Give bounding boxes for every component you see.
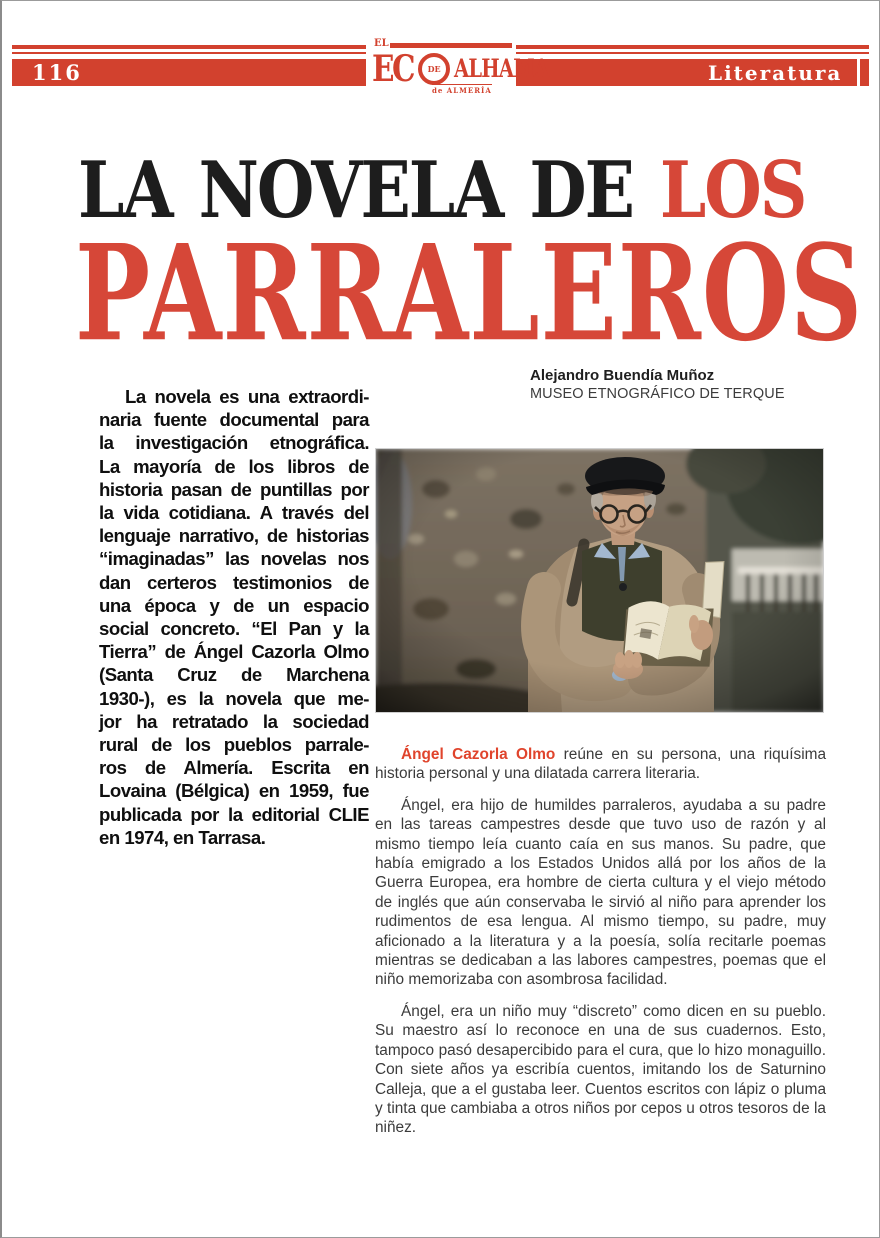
byline-affiliation: MUSEO ETNOGRÁFICO DE TERQUE	[530, 386, 785, 402]
lede-line: una época y de un espacio	[99, 594, 369, 616]
masthead-logo	[366, 36, 549, 110]
lede-line: Lovaina (Bélgica) en 1959, fue	[99, 780, 369, 802]
masthead-eco: EC	[372, 48, 414, 90]
byline	[530, 367, 785, 402]
photo-illustration	[376, 449, 823, 712]
lede-line: publicada por la editorial CLIE	[99, 803, 369, 825]
page-number: 116	[32, 60, 82, 85]
lede-line: “imaginadas” las novelas nos	[99, 548, 369, 570]
lede-line: naria fuente documental para	[99, 409, 369, 431]
headline-line1-red: LOS	[659, 143, 806, 236]
lede-line: lenguaje narrativo, de historias	[99, 525, 369, 547]
lede-line: en 1974, en Tarrasa.	[99, 826, 266, 848]
paragraph-1	[375, 745, 826, 784]
lede-line: rural de los pueblos parrale-	[99, 734, 369, 756]
lede-line: Tierra” de Ángel Cazorla Olmo	[99, 641, 369, 663]
paragraph-2: Ángel, era hijo de humildes parraleros, ayudaba a su padre en las tareas campestres desde que tuvo uso de razón y al mismo tiempo leía cuanto caía en sus manos. Su padre, que había emigrado a los Estados Unidos allá por los años de la Guerra Europea, era hombre de cierta cultura y el viejo método de inglés que aún conservaba le sirvió al niño para aprender los rudimentos de esa lengua. Al mismo tiempo, su padre, muy aficionado a la literatura y a la poesía, solía recitarle poemas mientras se dedicaban a las labores campestres, poemas que el niño memorizaba con asombrosa facilidad.	[375, 796, 826, 989]
masthead-subtitle: de ALMERÍA	[432, 86, 492, 95]
lede-line: (Santa Cruz de Marchena	[99, 664, 369, 686]
paragraph-1-text: reúne en su persona, una riquísima historia personal y una dilatada carrera literaria.	[375, 746, 826, 783]
lede-line: ros de Almería. Escrita en	[99, 757, 369, 779]
paragraph-3: Ángel, era un niño muy “discreto” como dicen en su pueblo. Su maestro así lo reconoce en una de sus cuadernos. Esto, tampoco pasó desapercibido para el cura, que lo hizo monaguillo. Con siete años ya escribía cuentos, imitando los de Saturnino Calleja, que a el gustaba leer. Cuentos escritos con lápiz o pluma y tinta que cambiaba a otros niños por cepos u otros tesoros de la niñez.	[375, 1002, 826, 1137]
lede-line: historia pasan de puntillas por	[99, 478, 369, 500]
lede-line: dan certeros testimonios de	[99, 571, 369, 593]
band-right-inset	[857, 59, 860, 86]
headline-line1-black: LA NOVELA DE	[78, 143, 633, 236]
lede-line: La novela es una extraordi-	[125, 386, 369, 407]
lede-line: jor ha retratado la sociedad	[99, 710, 369, 732]
lede-line: social concreto. “El Pan y la	[99, 618, 369, 640]
section-label: Literatura	[708, 61, 843, 85]
masthead-el: EL	[374, 38, 389, 49]
byline-author: Alejandro Buendía Muñoz	[530, 367, 715, 384]
headline-line2: PARRALEROS	[75, 215, 864, 371]
masthead-o-ring-icon	[418, 53, 450, 85]
lede-paragraph	[99, 385, 369, 849]
lede-line: 1930-), es la novela que me-	[99, 687, 369, 709]
lead-name: Ángel Cazorla Olmo	[401, 746, 556, 763]
lede-line: la investigación etnográfica.	[99, 432, 369, 454]
article-photo	[375, 448, 824, 713]
masthead-alhama: ALHAMA	[454, 54, 549, 83]
lede-line: La mayoría de los libros de	[99, 455, 369, 477]
masthead-de: DE	[427, 64, 441, 74]
article-body	[375, 745, 826, 1150]
lede-line: la vida cotidiana. A través del	[99, 502, 369, 524]
